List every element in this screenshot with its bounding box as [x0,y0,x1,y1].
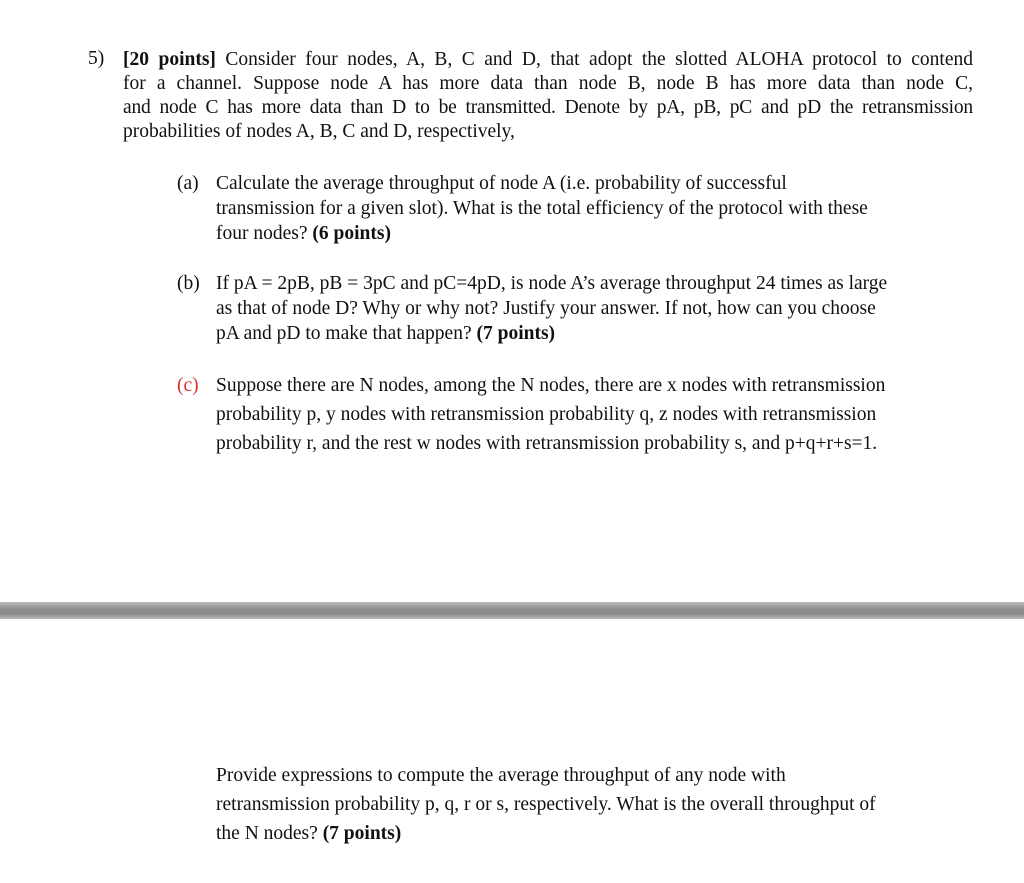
question-number: 5) [88,48,105,69]
points-label: [20 points] [123,49,216,70]
part-c-points: (7 points) [322,823,402,844]
part-b-label: (b) [177,273,200,294]
part-b-points: (7 points) [476,323,556,344]
intro-line-3: and node C has more data than D to be transmitted. Denote by pA, pB, pC and pD the retransmission [123,97,973,118]
part-c-continuation [216,761,876,848]
intro-vars: pA, pB, pC and pD [656,97,821,118]
part-b-line-1: If pA = 2pB, pB = 3pC and pC=4pD, is node A’s average throughput 24 times as large [216,273,888,294]
part-c-label: (c) [177,375,199,396]
part-a-line-1: Calculate the average throughput of node A (i.e. probability of successful [216,173,787,194]
part-b-line-3: pA and pD to make that happen? (7 points) [216,323,556,344]
intro-line-4: probabilities of nodes A, B, C and D, respectively, [123,121,515,142]
page-break-separator [0,602,1024,619]
part-c-cont-line-2: retransmission probability p, q, r or s, respectively. What is the overall throughput of [216,794,876,815]
part-a-line-3: four nodes? (6 points) [216,223,391,244]
question-intro [123,48,973,144]
part-b-line-2: as that of node D? Why or why not? Justify your answer. If not, how can you choose [216,298,876,319]
part-c-cont-line-1: Provide expressions to compute the average throughput of any node with [216,765,786,786]
part-c-cont-line-3: the N nodes? (7 points) [216,823,402,844]
part-c-line-3: probability r, and the rest w nodes with retransmission probability s, and p+q+r+s=1. [216,433,878,454]
part-a-line-2: transmission for a given slot). What is the total efficiency of the protocol with these [216,198,868,219]
part-a-points: (6 points) [312,223,391,244]
part-c-line-1: Suppose there are N nodes, among the N nodes, there are x nodes with retransmission [216,375,886,396]
part-b-condition: If pA = 2pB, pB = 3pC and pC=4pD, [216,273,506,294]
intro-line-1: [20 points] Consider four nodes, A, B, C and D, that adopt the slotted ALOHA protocol to contend [123,49,974,70]
intro-line-2: for a channel. Suppose node A has more data than node B, node B has more data than node C, [123,73,973,94]
part-a-label: (a) [177,173,199,194]
part-c-line-2: probability p, y nodes with retransmission probability q, z nodes with retransmission [216,404,877,425]
